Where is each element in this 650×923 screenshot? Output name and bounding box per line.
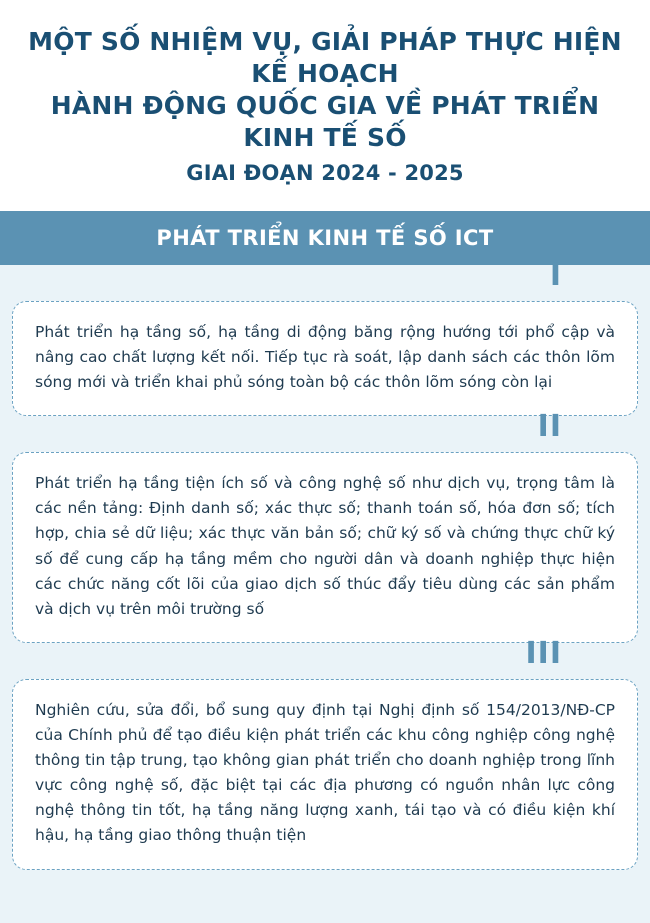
items-container xyxy=(0,257,650,923)
title-line-2: HÀNH ĐỘNG QUỐC GIA VỀ PHÁT TRIỂN KINH TẾ SỐ xyxy=(50,91,600,152)
section-heading-bar xyxy=(0,211,650,265)
item-connector-3 xyxy=(0,635,650,679)
item-connector-2 xyxy=(0,409,650,452)
item-text-1: Phát triển hạ tầng số, hạ tầng di động băng rộng hướng tới phổ cập và nâng cao chất lượng kết nối. Tiếp tục rà soát, lập danh sách các thôn lõm sóng mới và triển khai phủ sóng toàn bộ các thôn lõm sóng còn lại xyxy=(35,322,615,392)
list-item xyxy=(12,679,638,870)
title-line-3: GIAI ĐOẠN 2024 - 2025 xyxy=(186,161,464,185)
list-item xyxy=(12,301,638,416)
item-connector-1 xyxy=(0,257,650,301)
item-number-2: II xyxy=(537,409,562,445)
list-item xyxy=(12,452,638,643)
item-number-1: I xyxy=(549,257,562,293)
title-line-1: MỘT SỐ NHIỆM VỤ, GIẢI PHÁP THỰC HIỆN KẾ HOẠCH xyxy=(28,27,622,88)
item-number-3: III xyxy=(525,635,562,671)
item-text-2: Phát triển hạ tầng tiện ích số và công nghệ số như dịch vụ, trọng tâm là các nền tảng: Định danh số; xác thực số; thanh toán số, hóa đơn số; tích hợp, chia sẻ dữ liệu; xác thực văn bản số; chữ ký số và chứng thực chữ ký số để cung cấp hạ tầng mềm cho người dân và doanh nghiệp thực hiện các chức năng cốt lõi của giao dịch số thúc đẩy tiêu dùng các sản phẩm và dịch vụ trên môi trường số xyxy=(35,474,615,618)
section-heading-label: PHÁT TRIỂN KINH TẾ SỐ ICT xyxy=(156,225,494,250)
item-text-3: Nghiên cứu, sửa đổi, bổ sung quy định tại Nghị định số 154/2013/NĐ-CP của Chính phủ để tạo điều kiện phát triển các khu công nghiệp công nghệ thông tin tập trung, tạo không gian phát triển cho doanh nghiệp trong lĩnh vực công nghệ số, đặc biệt tại các địa phương có nguồn nhân lực công nghệ thông tin tốt, hạ tầng năng lượng xanh, tái tạo và có điều kiện khí hậu, hạ tầng giao thông thuận tiện xyxy=(35,700,615,845)
page-title xyxy=(0,0,650,201)
